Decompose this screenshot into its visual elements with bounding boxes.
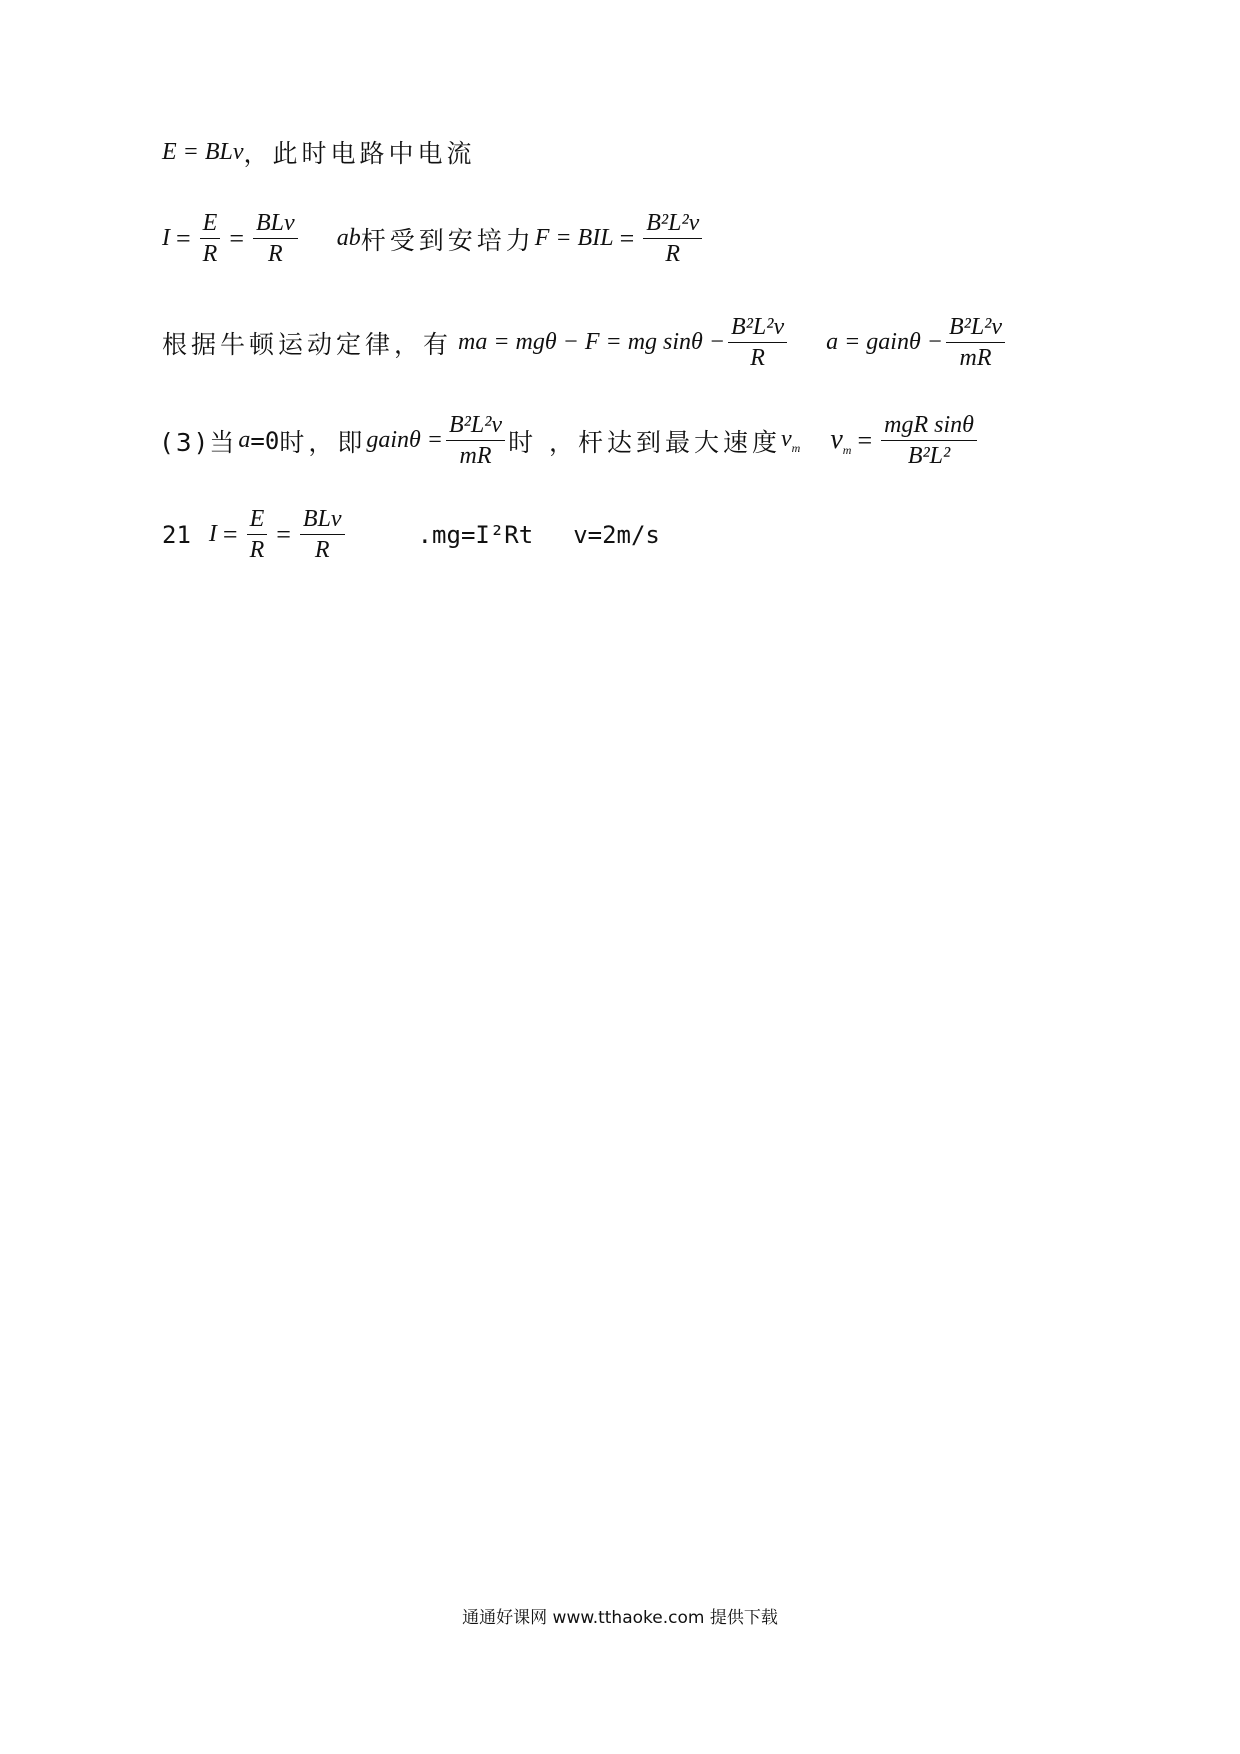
ampere-force-text: 杆受到安培力 xyxy=(360,225,535,255)
newton-law-text: 根据牛顿运动定律，有 xyxy=(162,329,453,359)
condition-value: =0 xyxy=(250,426,280,455)
emf-formula: E = BLv xyxy=(162,138,244,165)
fraction-b2l2v-over-mr: $\frac{\text{B²L²v}}{mR}$ xyxy=(946,314,1005,372)
max-speed-symbol: $v_m$ xyxy=(781,425,801,455)
solution-line-3 xyxy=(162,314,1008,372)
newton-equation: ma = mgθ − F = mg sinθ − xyxy=(458,329,726,356)
current-text: 此时电路中电流 xyxy=(272,139,476,168)
fraction-max-speed: $\frac{\text{mgR sinθ}}{\text{B²L²}}$ xyxy=(881,412,977,470)
force-formula: F = BIL xyxy=(534,225,614,252)
equals-sign: = xyxy=(619,223,635,253)
gain-expression: gainθ = xyxy=(366,427,443,454)
equals-sign: = xyxy=(176,223,191,253)
solution-line-5 xyxy=(162,506,660,564)
max-speed-symbol-2: $\nu_m$ xyxy=(830,423,852,457)
equals-sign: = xyxy=(857,425,873,455)
acceleration-formula: a = gainθ − xyxy=(826,329,943,356)
fraction-b2l2v-over-mr: $\frac{\text{B²L²v}}{mR}$ xyxy=(446,412,505,470)
question-number: 21 xyxy=(162,520,191,549)
speed-result: v=2m/s xyxy=(573,520,660,549)
part-3-prefix: (3)当 xyxy=(162,427,239,457)
solution-line-4 xyxy=(162,412,980,470)
fraction-e-over-r: $\frac{E}{R}$ xyxy=(200,210,221,268)
fraction-force: $\frac{\text{B²L²v}}{R}$ xyxy=(643,210,702,268)
fraction-b2l2v-over-r: $\frac{\text{B²L²v}}{R}$ xyxy=(728,314,787,372)
solution-line-1 xyxy=(162,134,476,170)
equals-sign: = xyxy=(222,519,238,549)
current-label: I xyxy=(208,521,217,548)
page-footer: 通通好课网 www.tthaoke.com 提供下载 xyxy=(462,1608,778,1628)
fraction-blv-over-r: $\frac{\text{BLv}}{R}$ xyxy=(300,506,345,564)
condition-text: 时，即 xyxy=(279,427,367,457)
fraction-e-over-r: $\frac{E}{R}$ xyxy=(247,506,268,564)
separator: ， xyxy=(243,139,273,168)
solution-line-2 xyxy=(162,210,705,268)
equals-sign: = xyxy=(276,519,291,549)
fraction-blv-over-r: $\frac{\text{BLv}}{R}$ xyxy=(253,210,298,268)
energy-equation: .mg=I²Rt xyxy=(417,520,534,549)
max-speed-text: 时 ，杆达到最大速度 xyxy=(508,427,782,457)
rod-label: ab xyxy=(336,225,361,252)
current-label: I xyxy=(162,225,170,252)
equals-sign: = xyxy=(229,223,245,253)
condition-variable: a xyxy=(238,427,251,454)
